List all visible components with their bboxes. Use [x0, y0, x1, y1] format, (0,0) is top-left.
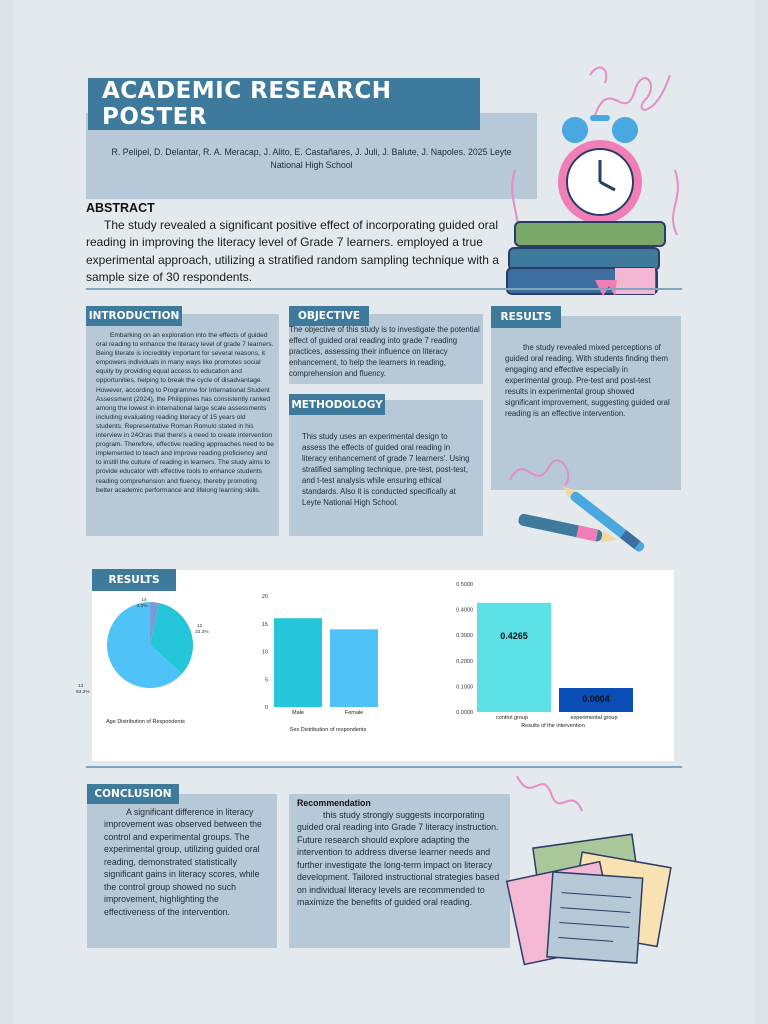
y-tick-label: 0.5000 — [456, 582, 473, 588]
pie-percent: 3.3% — [136, 604, 148, 609]
x-tick-label: Female — [344, 710, 364, 716]
methodology-text: This study uses an experimental design to assess the effects of guided oral reading in literacy enhancement of grade 7 learners'. Using stratified sampling technique, pre-test, post-test, and t-test analysis while ensuring ethical standards. Also it is conducted specifically at Leyte National High School. — [302, 432, 470, 508]
y-tick-label: 0.3000 — [456, 633, 473, 640]
intervention-bar-chart — [456, 582, 633, 729]
bar-value-label: 0.0004 — [582, 694, 610, 704]
bar-value-label: 0.4265 — [500, 630, 528, 641]
pie-label: 14 — [141, 598, 147, 603]
recommendation-text — [297, 809, 502, 909]
divider — [86, 288, 682, 290]
results-text — [505, 342, 670, 419]
objective-text: The objective of this study is to investigate the potential effect of guided oral reading into grade 7 reading practices, assessing their influence on literacy enhancement, to help the learners in reading, comprehension and fluency. — [289, 325, 480, 379]
sticky-notes-icon — [505, 820, 680, 970]
results-label: RESULTS — [491, 306, 561, 328]
introduction-body: Embarking on an exploration into the effects of guided oral reading to enhance the literacy level of grade 7 learners. Being literate is incredibly important for several reasons, it empowers individuals in many ways like promotes social equity by providing equal access to education and opportunities, helping to break the cycle of disadvantage. However, according to Programme for International Student Assessment (2024), the Philippines has consistently ranked among the lowest in international large scale assessments including evaluating reading literacy of 15 years old students. Representative Roman Romulo stated in his interview in 24Oras that there's a need to create intervention program. Therefore, effective reading approaches need to be implemented to teach and improve reading proficiency and to instill the culture of reading in learners. The study aims to provide educator with effective tools to enhance students reading comprehension and fluency, thereby promoting better academic performance and lifelong learning skills. — [96, 332, 274, 494]
conclusion-text — [104, 806, 264, 918]
y-tick-label: 0.2000 — [456, 658, 473, 665]
bar — [274, 618, 322, 707]
x-tick-label: Male — [292, 710, 304, 716]
recommendation-heading: Recommendation — [297, 798, 371, 808]
abstract-body: The study revealed a significant positive effect of incorporating guided oral reading in improving the literacy level of Grade 7 learners. employed a true experimental approach, utilizing a stratified random sampling technique with a sample size of 30 respondents. — [86, 218, 499, 285]
authors-text: R. Pelipel, D. Delantar, R. A. Meracap, J. Alito, E. Castañares, J. Juli, J. Balute, J. Napoles. 2025 Leyte National High School — [111, 147, 512, 170]
y-tick-label: 10 — [261, 649, 268, 656]
methodology-label: METHODOLOGY — [289, 394, 385, 415]
abstract-text — [86, 217, 516, 287]
pie-percent: 63.3% — [76, 690, 90, 695]
squiggle-decoration-bottom — [512, 766, 592, 826]
objective-label: OBJECTIVE — [289, 306, 369, 326]
x-tick-label: control group — [495, 715, 529, 721]
abstract-heading: ABSTRACT — [86, 201, 155, 215]
bar — [330, 629, 378, 707]
results-body: the study revealed mixed perceptions of guided oral reading. With students finding them engaging and effective especially in experimental group. Pre-test and post-test results in experimental group showed significant improvement, suggesting guided oral reading is an effective intervention. — [505, 343, 670, 419]
pie-label: 13 — [78, 684, 84, 689]
y-tick-label: 15 — [261, 621, 268, 628]
introduction-text — [96, 331, 274, 495]
y-tick-label: 20 — [261, 594, 268, 600]
y-tick-label: 5 — [264, 677, 268, 684]
x-tick-label: experimental group — [570, 715, 618, 721]
bar-chart-title: Results of the intervention — [521, 723, 585, 729]
divider-bottom — [86, 766, 682, 768]
conclusion-label: CONCLUSION — [87, 784, 179, 804]
results-charts-label: RESULTS — [92, 569, 176, 591]
pie-chart — [76, 597, 209, 725]
y-tick-label: 0.0000 — [456, 710, 473, 716]
introduction-label: INTRODUCTION — [86, 306, 182, 326]
pie-percent: 33.3% — [195, 630, 209, 635]
bar — [477, 603, 551, 712]
y-tick-label: 0.4000 — [456, 607, 473, 614]
charts-svg — [76, 570, 674, 761]
books-icon — [505, 218, 675, 298]
pencils-icon — [505, 455, 665, 555]
bar-chart-title: Sex Distribution of respondents — [289, 727, 367, 733]
conclusion-body: A significant difference in literacy improvement was observed between the control and experimental groups. The experimental group, utilizing guided oral reading, demonstrated statistically significant gains in literacy scores, while the control group showed no such improvement, highlighting the effectiveness of the intervention. — [104, 807, 262, 917]
recommendation-body: this study strongly suggests incorporating guided oral reading into Grade 7 literacy instruction. Future research should explore adapting the intervention to address diverse learner needs and further investigate the long-term impact on literacy development. Tailored instructional strategies based on individual literacy levels are recommended to maximize the benefits of guided oral reading. — [297, 810, 500, 908]
pie-label: 12 — [197, 624, 203, 629]
y-tick-label: 0 — [264, 705, 268, 711]
pie-title: Age Distribution of Respondents — [106, 719, 185, 725]
sex-bar-chart — [262, 594, 378, 733]
poster-title: ACADEMIC RESEARCH POSTER — [88, 78, 480, 130]
y-tick-label: 0.1000 — [456, 684, 473, 691]
